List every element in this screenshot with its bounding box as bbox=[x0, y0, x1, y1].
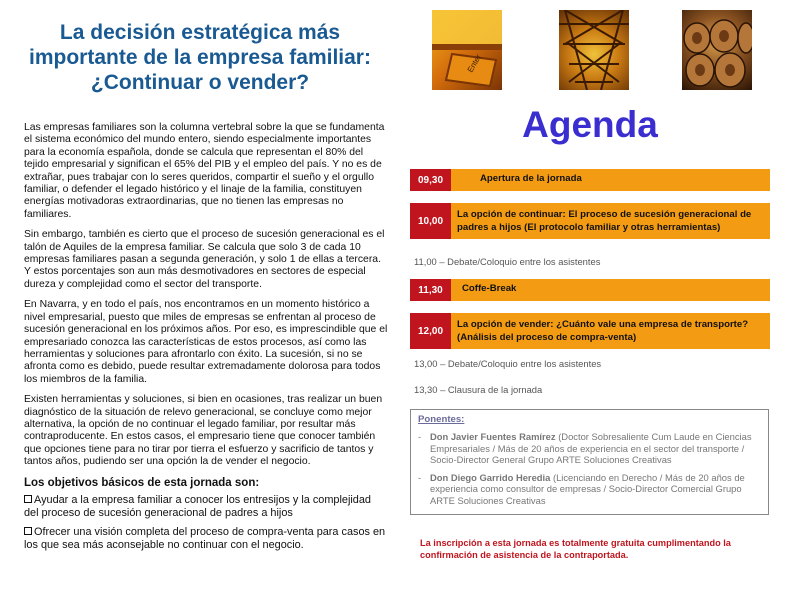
wine-barrels-photo bbox=[682, 10, 752, 90]
paragraph: Existen herramientas y soluciones, si bien en ocasiones, tras realizar un buen diagnóstico de la situación de relevo generacional, se concluye como mejor alternativa, la opción de no continuar el legado familiar, por resultar más contraproducente. En estos casos, el empresario tiene que conocer también que opciones tiene para no tirar por tierra el esfuerzo y sacrificio de tantos y tantos años, pudiendo ser una opción la de vender el negocio. bbox=[24, 394, 383, 468]
agenda-item bbox=[410, 169, 770, 191]
objective-text: Ayudar a la empresa familiar a conocer los entresijos y la complejidad del proceso de sucesión generacional de padres a hijos bbox=[24, 493, 371, 519]
registration-note: La inscripción a esta jornada es totalmente gratuita cumplimentando la confirmación de asistencia de la contraportada. bbox=[420, 538, 731, 560]
dash-marker: - bbox=[418, 471, 422, 483]
intro-text bbox=[24, 122, 388, 558]
speakers-box bbox=[410, 409, 769, 515]
agenda-note: 13,00 – Debate/Coloquio entre los asistentes bbox=[414, 358, 602, 369]
speaker-bio: (Licenciando en Derecho / Más de 20 años de experiencia como consultor de empresas / Socio-Director Comercial Grupo ARTE Soluciones Creativas bbox=[430, 471, 745, 506]
paragraph: En Navarra, y en todo el país, nos encontramos en un momento histórico a nivel empresarial, puesto que miles de empresas se enfrentan al proceso de sucesión generacional en los próximos años. Por eso, es imprescindible que el empresariado conozca las características de estos procesos, así como las herramientas y soluciones para afrontarlo con éxito. La sucesión, si no se afronta como es debido, puede resultar extremadamente dolorosa para todos los miembros de la familia. bbox=[24, 299, 388, 385]
speaker-bio: (Doctor Sobresaliente Cum Laude en Ciencias Empresariales / Más de 20 años de experiencia en el sector del transporte / Socio-Director General Grupo ARTE Soluciones Creativas bbox=[430, 431, 752, 466]
keyboard-key-icon bbox=[432, 10, 502, 90]
barrel-icon bbox=[682, 10, 752, 90]
keyboard-key-text: Enter bbox=[465, 52, 484, 74]
speaker-item bbox=[418, 472, 761, 507]
agenda-note: 11,00 – Debate/Coloquio entre los asistentes bbox=[414, 256, 601, 267]
gold-keyboard-photo bbox=[432, 10, 502, 90]
agenda-label: La opción de continuar: El proceso de sucesión generacional de padres a hijos (El protocolo familiar y otras herramientas) bbox=[457, 209, 752, 233]
scaffold-icon bbox=[559, 10, 629, 90]
objectives-heading: Los objetivos básicos de esta jornada son: bbox=[24, 476, 260, 489]
agenda-label: La opción de vender: ¿Cuánto vale una empresa de transporte? (Análisis del proceso de compra-venta) bbox=[457, 319, 749, 343]
agenda-time: 10,00 bbox=[410, 203, 451, 239]
speaker-text bbox=[430, 431, 761, 466]
speaker-name: Don Javier Fuentes Ramírez bbox=[430, 431, 556, 442]
objective-text: Ofrecer una visión completa del proceso de compra-venta para casos en los que sea más aconsejable no continuar con el negocio. bbox=[24, 525, 386, 551]
steel-structure-photo bbox=[559, 10, 629, 90]
agenda-label: Coffe-Break bbox=[462, 283, 517, 294]
agenda-time: 11,30 bbox=[410, 279, 451, 301]
agenda-title: Agenda bbox=[522, 104, 658, 145]
speakers-heading: Ponentes: bbox=[418, 414, 465, 425]
checkbox-icon bbox=[24, 495, 32, 503]
speaker-name: Don Diego Garrido Heredia bbox=[430, 471, 551, 483]
speaker-item bbox=[418, 431, 761, 466]
agenda-note: 13,30 – Clausura de la jornada bbox=[414, 384, 543, 395]
agenda-item bbox=[410, 279, 770, 301]
agenda-time: 09,30 bbox=[410, 169, 451, 191]
agenda-item bbox=[410, 313, 770, 349]
paragraph: Las empresas familiares son la columna vertebral sobre la que se fundamenta el sistema económico del mundo entero, siendo especialmente importantes para la economía española, donde se calcula que representan el 80% del tejido empresarial y significan el 65% del PIB y el empleo del país. Y no es de extrañar, pues trabajar con lo seres queridos, compartir el sueño y el orgullo familiar, o defender el legado histórico y el linaje de la familia, constituyen energías motivadoras extraordinarias, que no tienen las empresas no familiares. bbox=[24, 122, 385, 220]
checkbox-icon bbox=[24, 527, 32, 535]
speaker-text bbox=[430, 472, 761, 507]
agenda-item bbox=[410, 203, 770, 239]
dash-marker: - bbox=[418, 431, 422, 442]
objective-item bbox=[24, 494, 388, 520]
objective-item bbox=[24, 526, 388, 552]
page-title: La decisión estratégica más importante de la empresa familiar: ¿Continuar o vender? bbox=[29, 21, 371, 94]
agenda-time: 12,00 bbox=[410, 313, 451, 349]
paragraph: Sin embargo, también es cierto que el proceso de sucesión generacional es el talón de Aquiles de la empresa familiar. Se calcula que solo 3 de cada 10 empresas familiares pasan a segunda generación, y solo 1 de ellas a tercera. Y estos porcentajes son aun más desmotivadores en sectores de especial dureza y complejidad como el sector del transporte. bbox=[24, 229, 385, 290]
agenda-label: Apertura de la jornada bbox=[480, 173, 582, 184]
